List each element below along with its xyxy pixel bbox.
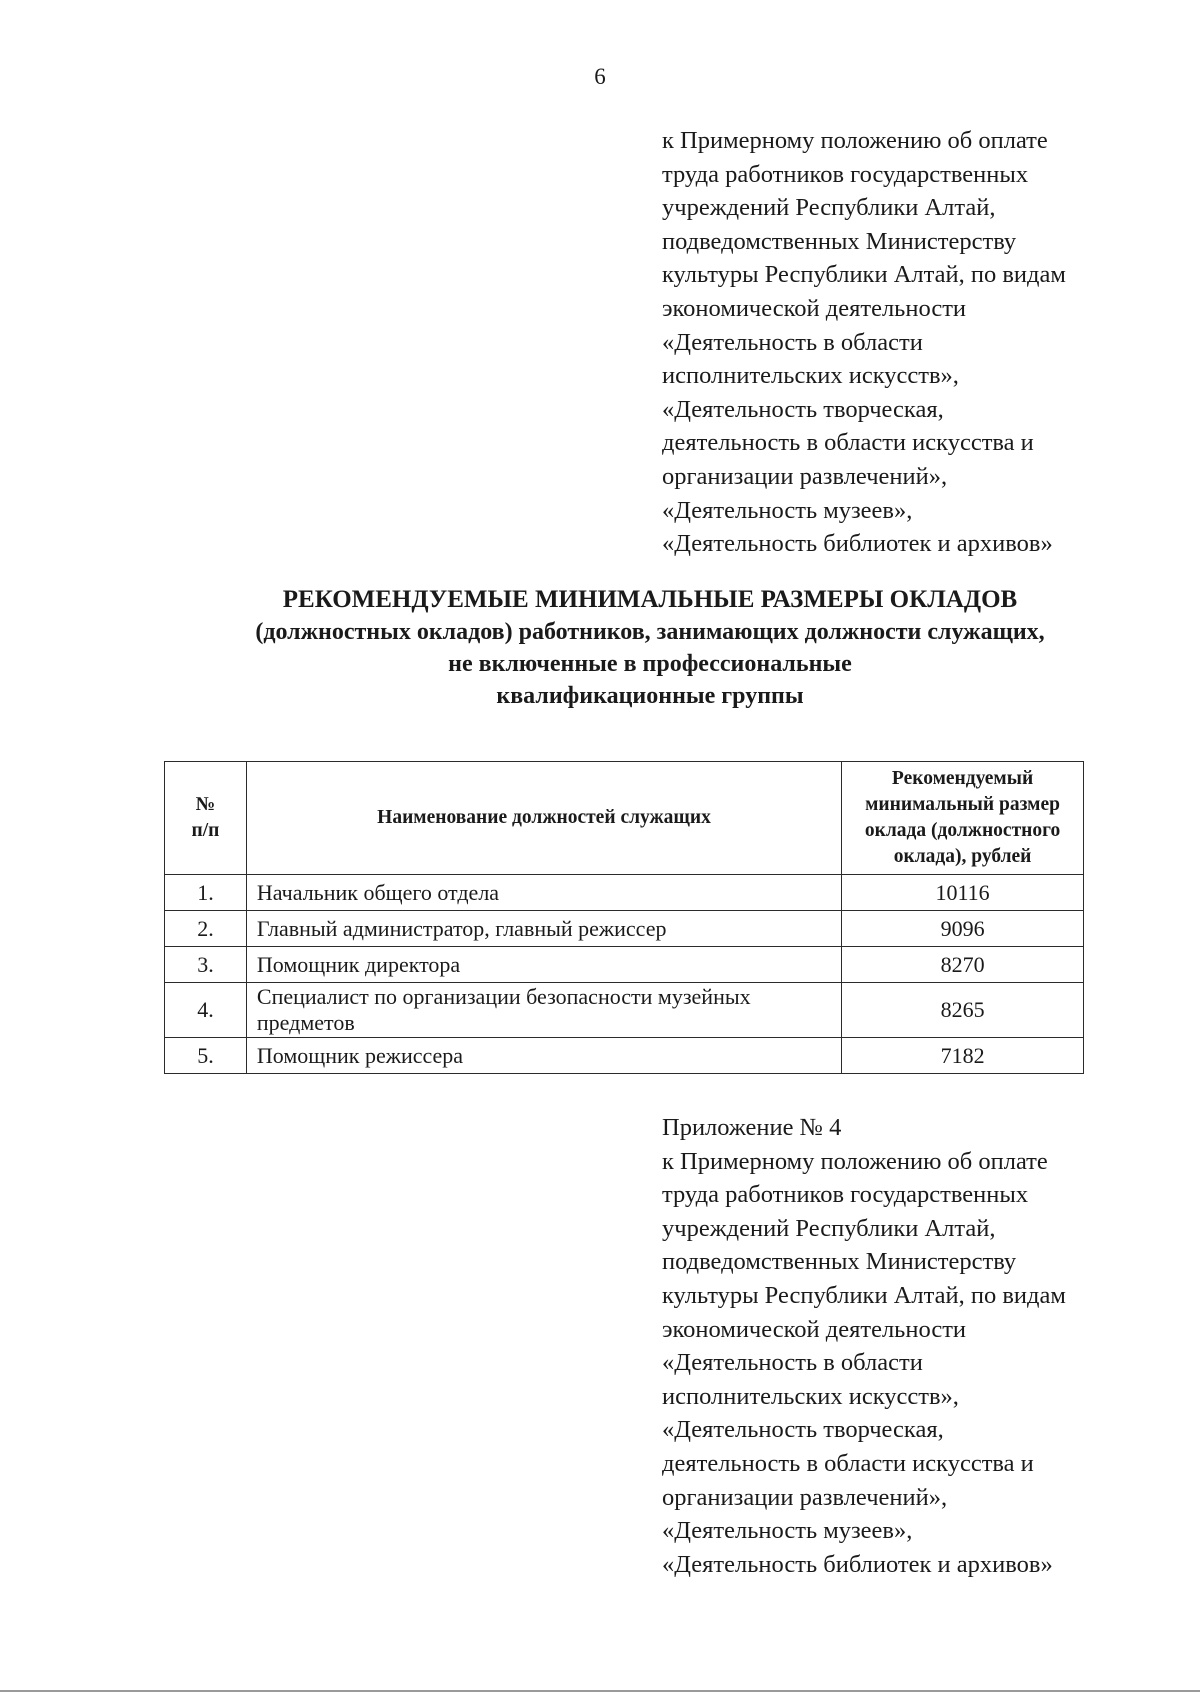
scan-edge-divider [0, 1690, 1200, 1692]
row-salary-value: 8270 [842, 947, 1084, 983]
table-row [165, 875, 1084, 911]
heading-line: не включенные в профессиональные [448, 651, 852, 677]
annex-line: «Деятельность в области [662, 1349, 923, 1377]
row-number: 2. [165, 911, 247, 947]
annex-line: исполнительских искусств», [662, 362, 959, 390]
table-row [165, 1038, 1084, 1074]
annex-line: труда работников государственных [662, 160, 1029, 188]
row-salary-value: 9096 [842, 911, 1084, 947]
annex-line: «Деятельность музеев», [662, 1517, 913, 1545]
header-number [165, 762, 247, 875]
row-position-name [246, 875, 841, 911]
row-salary-value: 7182 [842, 1038, 1084, 1074]
row-position-name [246, 947, 841, 983]
row-number: 1. [165, 875, 247, 911]
heading-line: квалификационные группы [496, 683, 804, 709]
header-salary-line: минимальный размер [865, 794, 1060, 815]
row-salary-value: 10116 [842, 875, 1084, 911]
salary-table [164, 761, 1084, 1074]
annex-line: исполнительских искусств», [662, 1382, 959, 1410]
document-heading [150, 584, 1150, 712]
page-number: 6 [594, 64, 606, 89]
row-position-line: предметов [256, 1010, 355, 1035]
row-position-name [246, 983, 841, 1038]
header-salary-line: оклада), рублей [893, 846, 1032, 867]
row-salary-value: 8265 [842, 983, 1084, 1038]
annex-title: Приложение № 4 [662, 1114, 842, 1141]
heading-line: (должностных окладов) работников, занимающих должности служащих, [255, 619, 1045, 645]
header-number-abbrev: п/п [191, 820, 220, 841]
annex-line: подведомственных Министерству [662, 1248, 1017, 1276]
row-number: 4. [165, 983, 247, 1038]
table-row [165, 947, 1084, 983]
heading-line: РЕКОМЕНДУЕМЫЕ МИНИМАЛЬНЫЕ РАЗМЕРЫ ОКЛАДОВ [282, 586, 1018, 613]
row-position-line: Специалист по организации безопасности музейных [256, 984, 751, 1009]
annex-line: деятельность в области искусства и [662, 1449, 1034, 1477]
annex-line: организации развлечений», [662, 1483, 948, 1511]
annex-line: культуры Республики Алтай, по видам [662, 261, 1066, 289]
annex-line: экономической деятельности [662, 294, 967, 322]
header-salary-line: оклада (должностного [864, 820, 1061, 841]
annex-line: «Деятельность музеев», [662, 496, 913, 524]
header-number-symbol: № [195, 794, 216, 815]
header-salary [842, 762, 1084, 875]
annex-line: подведомственных Министерству [662, 227, 1017, 255]
row-position-line: Начальник общего отдела [256, 879, 500, 905]
row-number: 3. [165, 947, 247, 983]
table-header-row [165, 762, 1084, 875]
annex-line: экономической деятельности [662, 1315, 967, 1343]
annex-reference-bottom [662, 1111, 1162, 1581]
header-position-name: Наименование должностей служащих [246, 762, 841, 875]
annex-line: культуры Республики Алтай, по видам [662, 1281, 1066, 1309]
row-position-name [246, 1038, 841, 1074]
row-position-name [246, 911, 841, 947]
row-position-line: Главный администратор, главный режиссер [256, 915, 667, 941]
header-salary-line: Рекомендуемый [891, 768, 1034, 789]
annex-reference-top [662, 124, 1162, 561]
row-position-line: Помощник режиссера [256, 1042, 464, 1068]
annex-line: «Деятельность библиотек и архивов» [662, 530, 1053, 558]
annex-line: учреждений Республики Алтай, [662, 1214, 996, 1242]
row-number: 5. [165, 1038, 247, 1074]
row-position-line: Помощник директора [256, 951, 461, 977]
annex-line: «Деятельность творческая, [662, 395, 944, 423]
annex-line: «Деятельность библиотек и архивов» [662, 1550, 1053, 1578]
annex-line: труда работников государственных [662, 1181, 1029, 1209]
annex-line: к Примерному положению об оплате [662, 127, 1048, 154]
annex-line: организации развлечений», [662, 462, 948, 490]
table-row [165, 983, 1084, 1038]
annex-line: учреждений Республики Алтай, [662, 194, 996, 222]
annex-line: «Деятельность творческая, [662, 1416, 944, 1444]
annex-line: деятельность в области искусства и [662, 429, 1034, 457]
annex-line: к Примерному положению об оплате [662, 1147, 1048, 1175]
annex-line: «Деятельность в области [662, 328, 923, 356]
table-row [165, 911, 1084, 947]
